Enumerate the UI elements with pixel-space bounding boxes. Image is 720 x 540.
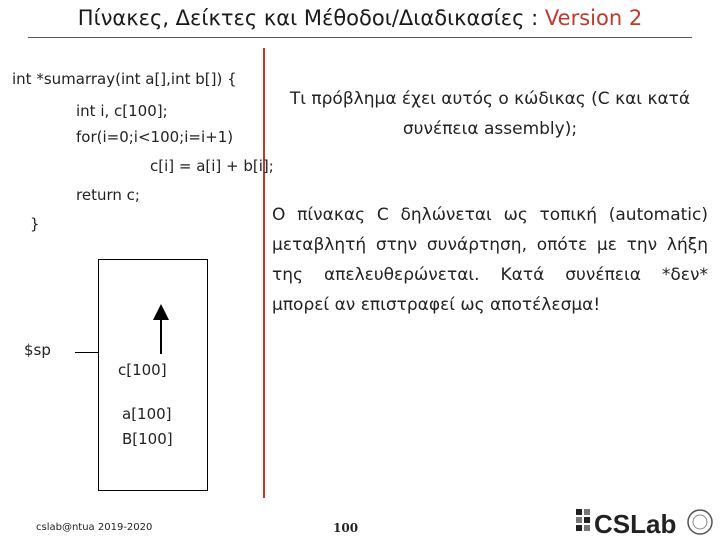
answer-text: Ο πίνακας C δηλώνεται ως τοπική (automatic) μεταβλητή στην συνάρτηση, οπότε με την λήξη της απελευθερώνεται. Κατά συνέπεια *δεν* μπορεί αν επιστραφεί ως αποτέλεσμα! (272, 205, 708, 315)
code-line-2: int i, c[100]; (76, 102, 168, 120)
page-number: 100 (333, 521, 359, 535)
logo-seal-icon (688, 510, 712, 534)
slide-title (0, 6, 720, 30)
code-line-5: return c; (76, 186, 140, 204)
code-line-6: } (30, 215, 40, 233)
title-main: Πίνακες, Δείκτες και Μέθοδοι/Διαδικασίες : (77, 6, 545, 30)
footer-text: cslab@ntua 2019-2020 (36, 522, 153, 533)
question-text: Τι πρόβλημα έχει αυτός ο κώδικας (C και κατά συνέπεια assembly); (289, 89, 691, 139)
code-line-1: int *sumarray(int a[],int b[]) { (12, 70, 237, 88)
title-underline (28, 37, 692, 38)
logo-wordmark: CSLab (594, 509, 677, 537)
stack-c-array-label: c[100] (118, 361, 167, 379)
cslab-logo (574, 505, 714, 537)
stack-growth-arrow (160, 318, 162, 354)
title-version: Version 2 (544, 6, 643, 30)
stack-a-array-label: a[100] (122, 405, 172, 423)
code-line-4: c[i] = a[i] + b[i]; (150, 157, 274, 175)
code-line-3: for(i=0;i<100;i=i+1) (76, 128, 234, 146)
logo-grid-mark (576, 509, 590, 531)
stack-pointer-tick (75, 352, 98, 353)
divider-line (263, 48, 265, 498)
stack-b-array-label: B[100] (122, 430, 173, 448)
stack-pointer-label: $sp (24, 341, 51, 359)
